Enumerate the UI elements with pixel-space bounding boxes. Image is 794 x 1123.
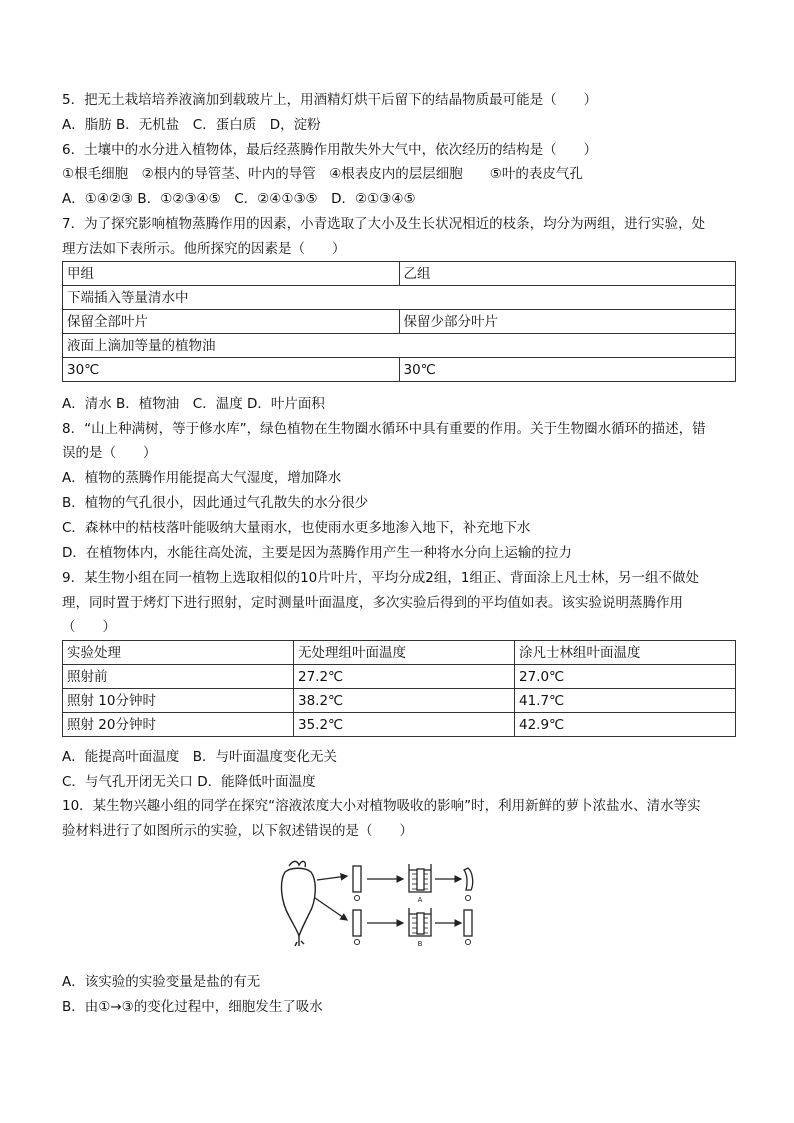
- q6-options: A．①④②③ B．①②③④⑤ C．②④①③⑤ D．②①③④⑤: [62, 191, 416, 207]
- q9-stem-line2: 理，同时置于烤灯下进行照射，定时测量叶面温度，多次实验后得到的平均值如表。该实验说明蒸腾作用: [62, 595, 683, 611]
- q7-header-yi: 乙组: [399, 262, 736, 286]
- label-3-icon: [465, 895, 470, 900]
- q5-stem: 5．把无土栽培培养液滴加到载玻片上，用酒精灯烘干后留下的结晶物质最可能是（ ）: [62, 92, 598, 108]
- q9-stem-line3: （ ）: [62, 619, 116, 635]
- arrow-icon: [317, 876, 347, 880]
- beaker-b-icon: [409, 908, 431, 936]
- radish-icon: [282, 861, 316, 946]
- q8-stem-line1: 8．“山上种满树，等于修水库”，绿色植物在生物圈水循环中具有重要的作用。关于生物圈水循环的描述，错: [62, 421, 706, 437]
- q8-stem-line2: 误的是（ ）: [62, 445, 157, 461]
- q9-stem-line1: 9．某生物小组在同一植物上选取相似的10片叶片，平均分成2组，1组正、背面涂上凡士林，另一组不做处: [62, 570, 699, 586]
- q9-options-line1: A．能提高叶面温度 B．与叶面温度变化无关: [62, 749, 337, 765]
- q7-cell-leaves-yi: 保留少部分叶片: [399, 310, 736, 334]
- q8-option-a: A．植物的蒸腾作用能提高大气湿度，增加降水: [62, 470, 342, 486]
- label-1-icon: [354, 895, 359, 900]
- q5-options: A．脂肪 B．无机盐 C．蛋白质 D，淀粉: [62, 117, 321, 133]
- q9-cell: 38.2℃: [294, 689, 515, 713]
- label-2-icon: [354, 939, 359, 944]
- q9-cell: 照射 10分钟时: [63, 689, 294, 713]
- q9-cell: 41.7℃: [515, 689, 736, 713]
- table-row: [63, 262, 736, 286]
- table-row: [63, 286, 736, 310]
- q9-header-untreated: 无处理组叶面温度: [294, 641, 515, 665]
- q9-header-treatment: 实验处理: [63, 641, 294, 665]
- q7-cell-temp-jia: 30℃: [63, 358, 400, 382]
- q9-cell: 照射 20分钟时: [63, 713, 294, 737]
- table-row: [63, 665, 736, 689]
- q8-option-c: C．森林中的枯枝落叶能吸纳大量雨水，也使雨水更多地渗入地下，补充地下水: [62, 520, 531, 536]
- beaker-a-label: A: [417, 896, 423, 904]
- q9-cell: 35.2℃: [294, 713, 515, 737]
- q9-header-vaseline: 涂凡士林组叶面温度: [515, 641, 736, 665]
- beaker-a-icon: [409, 864, 431, 892]
- q7-cell-leaves-jia: 保留全部叶片: [63, 310, 400, 334]
- q7-header-jia: 甲组: [63, 262, 400, 286]
- q9-cell: 27.2℃: [294, 665, 515, 689]
- arrow-icon: [315, 898, 347, 920]
- radish-strip-1-icon: [353, 866, 361, 892]
- q7-stem-line2: 理方法如下表所示。他所探究的因素是（ ）: [62, 241, 346, 257]
- q9-options-line2: C．与气孔开闭无关口 D．能降低叶面温度: [62, 774, 316, 790]
- q9-cell: 27.0℃: [515, 665, 736, 689]
- table-row: [63, 310, 736, 334]
- radish-strip-4-icon: [464, 910, 472, 936]
- table-row: [63, 713, 736, 737]
- q7-options: A．清水 B．植物油 C．温度 D．叶片面积: [62, 396, 325, 412]
- beaker-b-label: B: [417, 940, 423, 948]
- label-4-icon: [465, 939, 470, 944]
- q7-stem-line1: 7．为了探究影响植物蒸腾作用的因素，小青选取了大小及生长状况相近的枝条，均分为两组，进行实验，处: [62, 216, 706, 232]
- q7-cell-temp-yi: 30℃: [399, 358, 736, 382]
- q8-option-d: D．在植物体内，水能往高处流，主要是因为蒸腾作用产生一种将水分向上运输的拉力: [62, 545, 572, 561]
- q10-stem-line1: 10．某生物兴趣小组的同学在探究“溶液浓度大小对植物吸收的影响”时，利用新鲜的萝卜浓盐水、清水等实: [62, 798, 701, 814]
- table-row: [63, 334, 736, 358]
- radish-strip-3-icon: [464, 868, 473, 890]
- table-row: [63, 641, 736, 665]
- q7-cell-merged-water: 下端插入等量清水中: [63, 286, 736, 310]
- radish-strip-2-icon: [353, 910, 361, 936]
- q10-option-b: B．由①→③的变化过程中，细胞发生了吸水: [62, 999, 323, 1015]
- table-row: [63, 689, 736, 713]
- table-row: [63, 358, 736, 382]
- q8-option-b: B．植物的气孔很小，因此通过气孔散失的水分很少: [62, 495, 369, 511]
- q6-items: ①根毛细胞 ②根内的导管茎、叶内的导管 ④根表皮内的层层细胞 ⑤叶的表皮气孔: [62, 166, 583, 182]
- q6-stem: 6．土壤中的水分进入植物体，最后经蒸腾作用散失外大气中，依次经历的结构是（ ）: [62, 142, 598, 158]
- q10-option-a: A．该实验的实验变量是盐的有无: [62, 974, 261, 990]
- q7-table: [62, 261, 736, 382]
- q9-table: [62, 640, 736, 737]
- q9-cell: 42.9℃: [515, 713, 736, 737]
- radish-experiment-figure: [275, 858, 495, 950]
- q10-stem-line2: 验材料进行了如图所示的实验，以下叙述错误的是（ ）: [62, 823, 413, 839]
- q9-cell: 照射前: [63, 665, 294, 689]
- q7-cell-merged-oil: 液面上滴加等量的植物油: [63, 334, 736, 358]
